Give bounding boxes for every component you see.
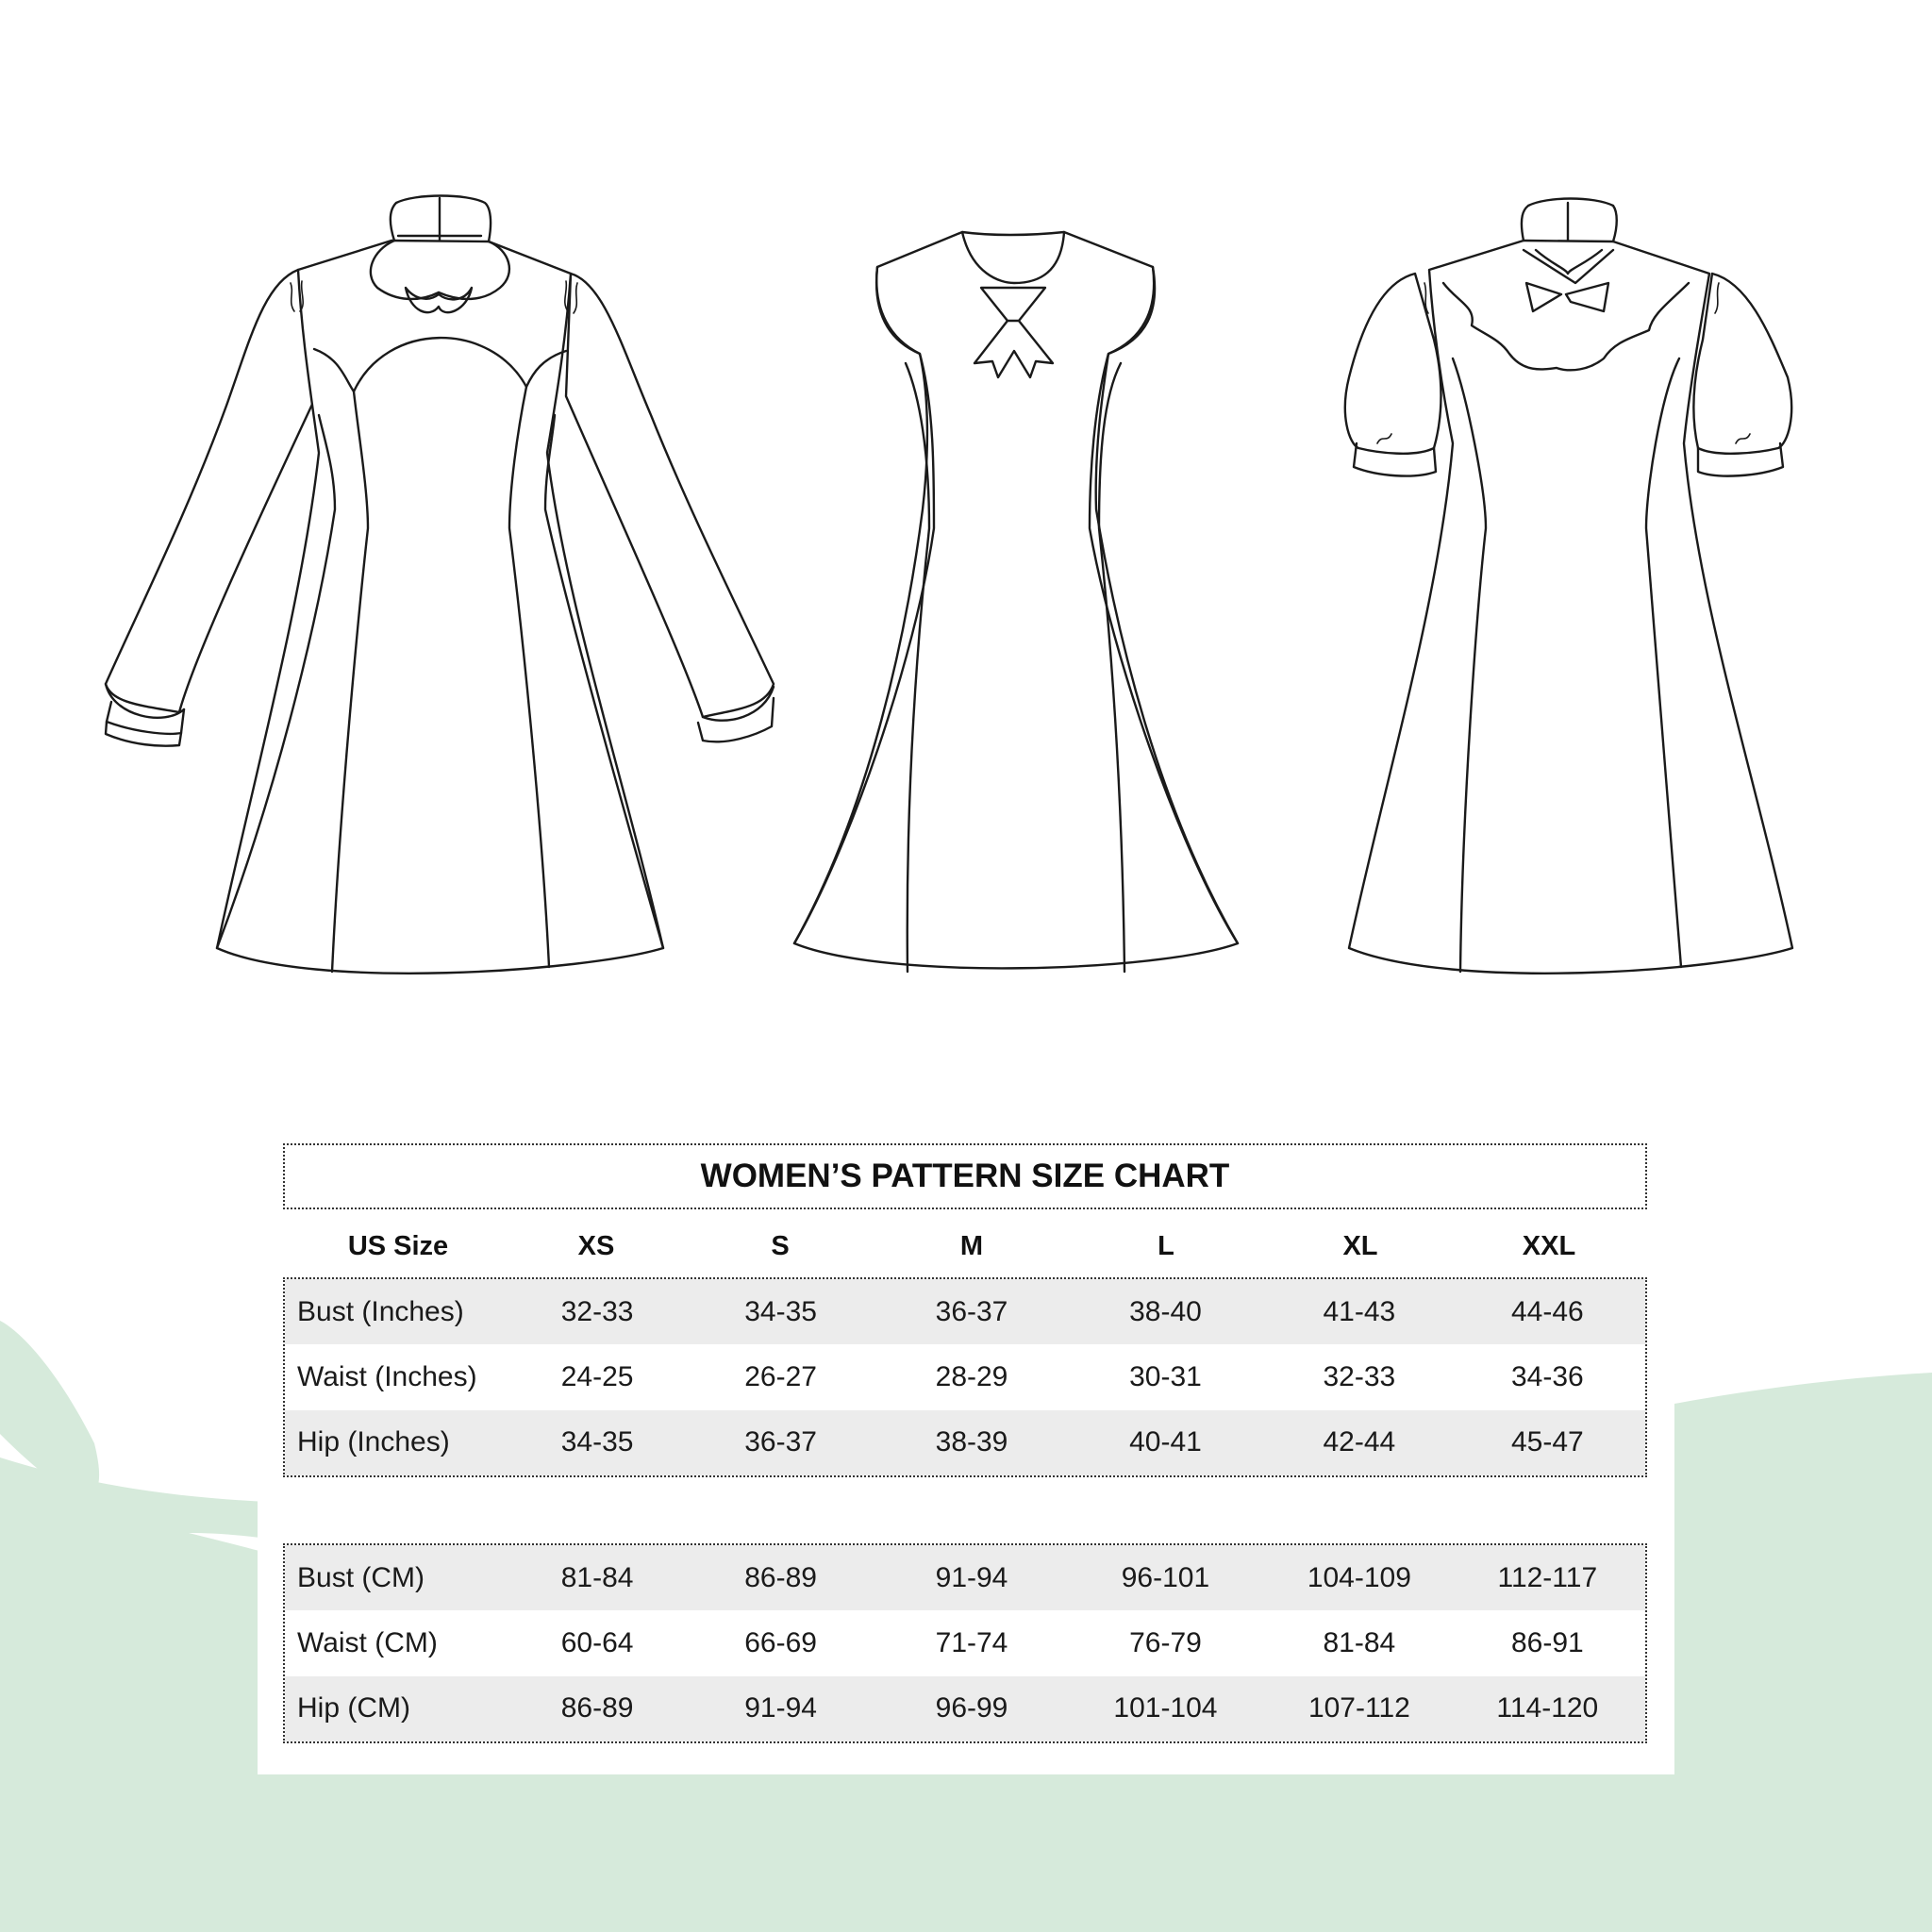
table-cell: 76-79 <box>1129 1626 1202 1658</box>
table-cell: 41-43 <box>1323 1295 1396 1327</box>
table-cell: 81-84 <box>1323 1626 1396 1658</box>
table-cell: 42-44 <box>1323 1426 1396 1458</box>
size-header-row <box>283 1217 1647 1275</box>
table-cell: 96-99 <box>935 1692 1008 1724</box>
table-cell: 91-94 <box>935 1561 1008 1593</box>
long-sleeve-dress-sketch <box>106 196 774 974</box>
header-s: S <box>771 1230 790 1261</box>
sleeveless-dress-sketch <box>794 232 1238 972</box>
table-cell: 36-37 <box>744 1426 817 1458</box>
header-l: L <box>1158 1230 1174 1261</box>
row-label: Hip (Inches) <box>297 1426 450 1458</box>
table-cell: 91-94 <box>744 1692 817 1724</box>
table-cell: 114-120 <box>1496 1692 1599 1724</box>
table-cell: 112-117 <box>1497 1561 1598 1593</box>
header-us-size: US Size <box>347 1230 449 1261</box>
cm-table <box>283 1543 1647 1743</box>
table-cell: 104-109 <box>1307 1561 1411 1593</box>
row-label: Hip (CM) <box>297 1692 410 1724</box>
inches-table <box>283 1277 1647 1477</box>
table-cell: 86-89 <box>560 1692 634 1724</box>
table-row <box>285 1279 1645 1344</box>
table-cell: 101-104 <box>1113 1692 1218 1724</box>
table-cell: 40-41 <box>1129 1426 1202 1458</box>
table-cell: 32-33 <box>1323 1360 1396 1392</box>
table-cell: 26-27 <box>744 1360 817 1392</box>
table-cell: 36-37 <box>935 1295 1008 1327</box>
table-cell: 30-31 <box>1129 1360 1202 1392</box>
table-cell: 86-89 <box>744 1561 817 1593</box>
table-row <box>285 1344 1645 1409</box>
row-label: Waist (CM) <box>297 1626 438 1658</box>
header-xl: XL <box>1342 1230 1378 1261</box>
table-cell: 38-40 <box>1129 1295 1202 1327</box>
table-cell: 86-91 <box>1510 1626 1584 1658</box>
header-xs: XS <box>577 1230 615 1261</box>
table-cell: 34-35 <box>560 1426 634 1458</box>
table-cell: 81-84 <box>560 1561 634 1593</box>
table-cell: 34-35 <box>744 1295 817 1327</box>
table-cell: 45-47 <box>1510 1426 1584 1458</box>
table-row <box>285 1676 1645 1741</box>
row-label: Waist (Inches) <box>297 1360 477 1392</box>
puff-sleeve-dress-sketch <box>1345 199 1792 974</box>
table-cell: 96-101 <box>1121 1561 1210 1593</box>
table-cell: 66-69 <box>744 1626 817 1658</box>
chart-title: WOMEN’S PATTERN SIZE CHART <box>283 1143 1647 1209</box>
header-xxl: XXL <box>1522 1230 1576 1261</box>
table-cell: 38-39 <box>935 1426 1008 1458</box>
header-m: M <box>959 1230 984 1261</box>
row-label: Bust (CM) <box>297 1561 425 1593</box>
table-row <box>285 1545 1645 1610</box>
row-label: Bust (Inches) <box>297 1295 464 1327</box>
table-cell: 28-29 <box>935 1360 1008 1392</box>
table-row <box>285 1410 1645 1475</box>
table-cell: 71-74 <box>935 1626 1008 1658</box>
table-cell: 107-112 <box>1307 1692 1410 1724</box>
table-cell: 24-25 <box>560 1360 634 1392</box>
table-row <box>285 1610 1645 1675</box>
table-cell: 44-46 <box>1510 1295 1584 1327</box>
table-cell: 60-64 <box>560 1626 634 1658</box>
table-cell: 32-33 <box>560 1295 634 1327</box>
table-cell: 34-36 <box>1510 1360 1584 1392</box>
